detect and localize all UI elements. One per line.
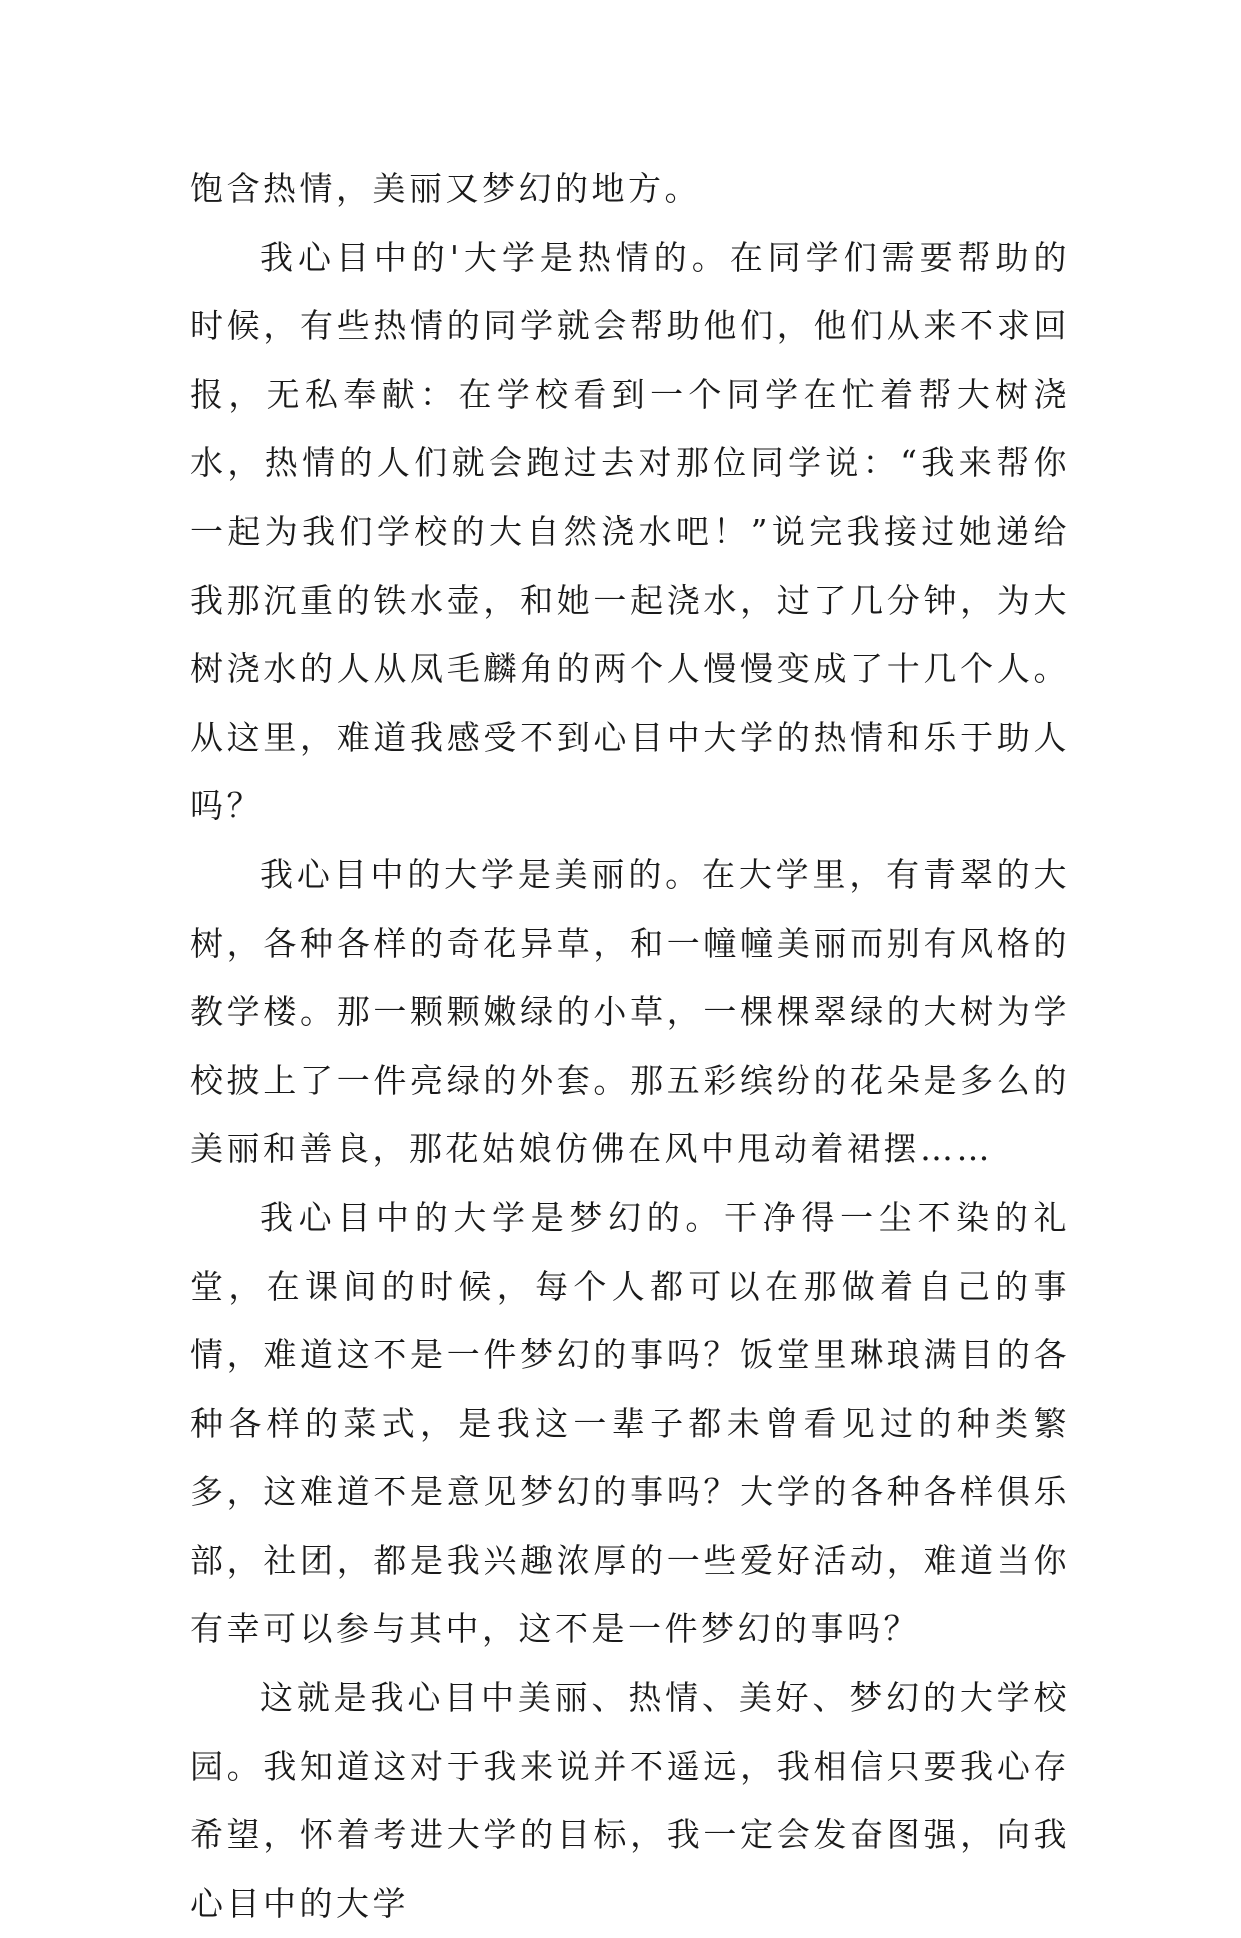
paragraph-5: 这就是我心目中美丽、热情、美好、梦幻的大学校园。我知道这对于我来说并不遥远，我相信只要我心存希望，怀着考进大学的目标，我一定会发奋图强，向我心目中的大学 — [190, 1678, 1070, 1923]
paragraph-1: 饱含热情，美丽又梦幻的地方。 — [190, 169, 701, 208]
paragraph-3: 我心目中的大学是美丽的。在大学里，有青翠的大树，各种各样的奇花异草，和一幢幢美丽而别有风格的教学楼。那一颗颗嫩绿的小草，一棵棵翠绿的大树为学校披上了一件亮绿的外套。那五彩缤纷的花朵是多么的美丽和善良，那花姑娘仿佛在风中甩动着裙摆…… — [190, 854, 1070, 1169]
paragraph-2: 我心目中的'大学是热情的。在同学们需要帮助的时候，有些热情的同学就会帮助他们，他们从来不求回报，无私奉献：在学校看到一个同学在忙着帮大树浇水，热情的人们就会跑过去对那位同学说：“我来帮你一起为我们学校的大自然浇水吧！”说完我接过她递给我那沉重的铁水壶，和她一起浇水，过了几分钟，为大树浇水的人从凤毛麟角的两个人慢慢变成了十几个人。从这里，难道我感受不到心目中大学的热情和乐于助人吗？ — [190, 237, 1070, 826]
document-body — [190, 155, 1070, 1938]
paragraph-4: 我心目中的大学是梦幻的。干净得一尘不染的礼堂，在课间的时候，每个人都可以在那做着自己的事情，难道这不是一件梦幻的事吗？饭堂里琳琅满目的各种各样的菜式，是我这一辈子都未曾看见过的种类繁多，这难道不是意见梦幻的事吗？大学的各种各样俱乐部，社团，都是我兴趣浓厚的一些爱好活动，难道当你有幸可以参与其中，这不是一件梦幻的事吗？ — [190, 1197, 1070, 1649]
